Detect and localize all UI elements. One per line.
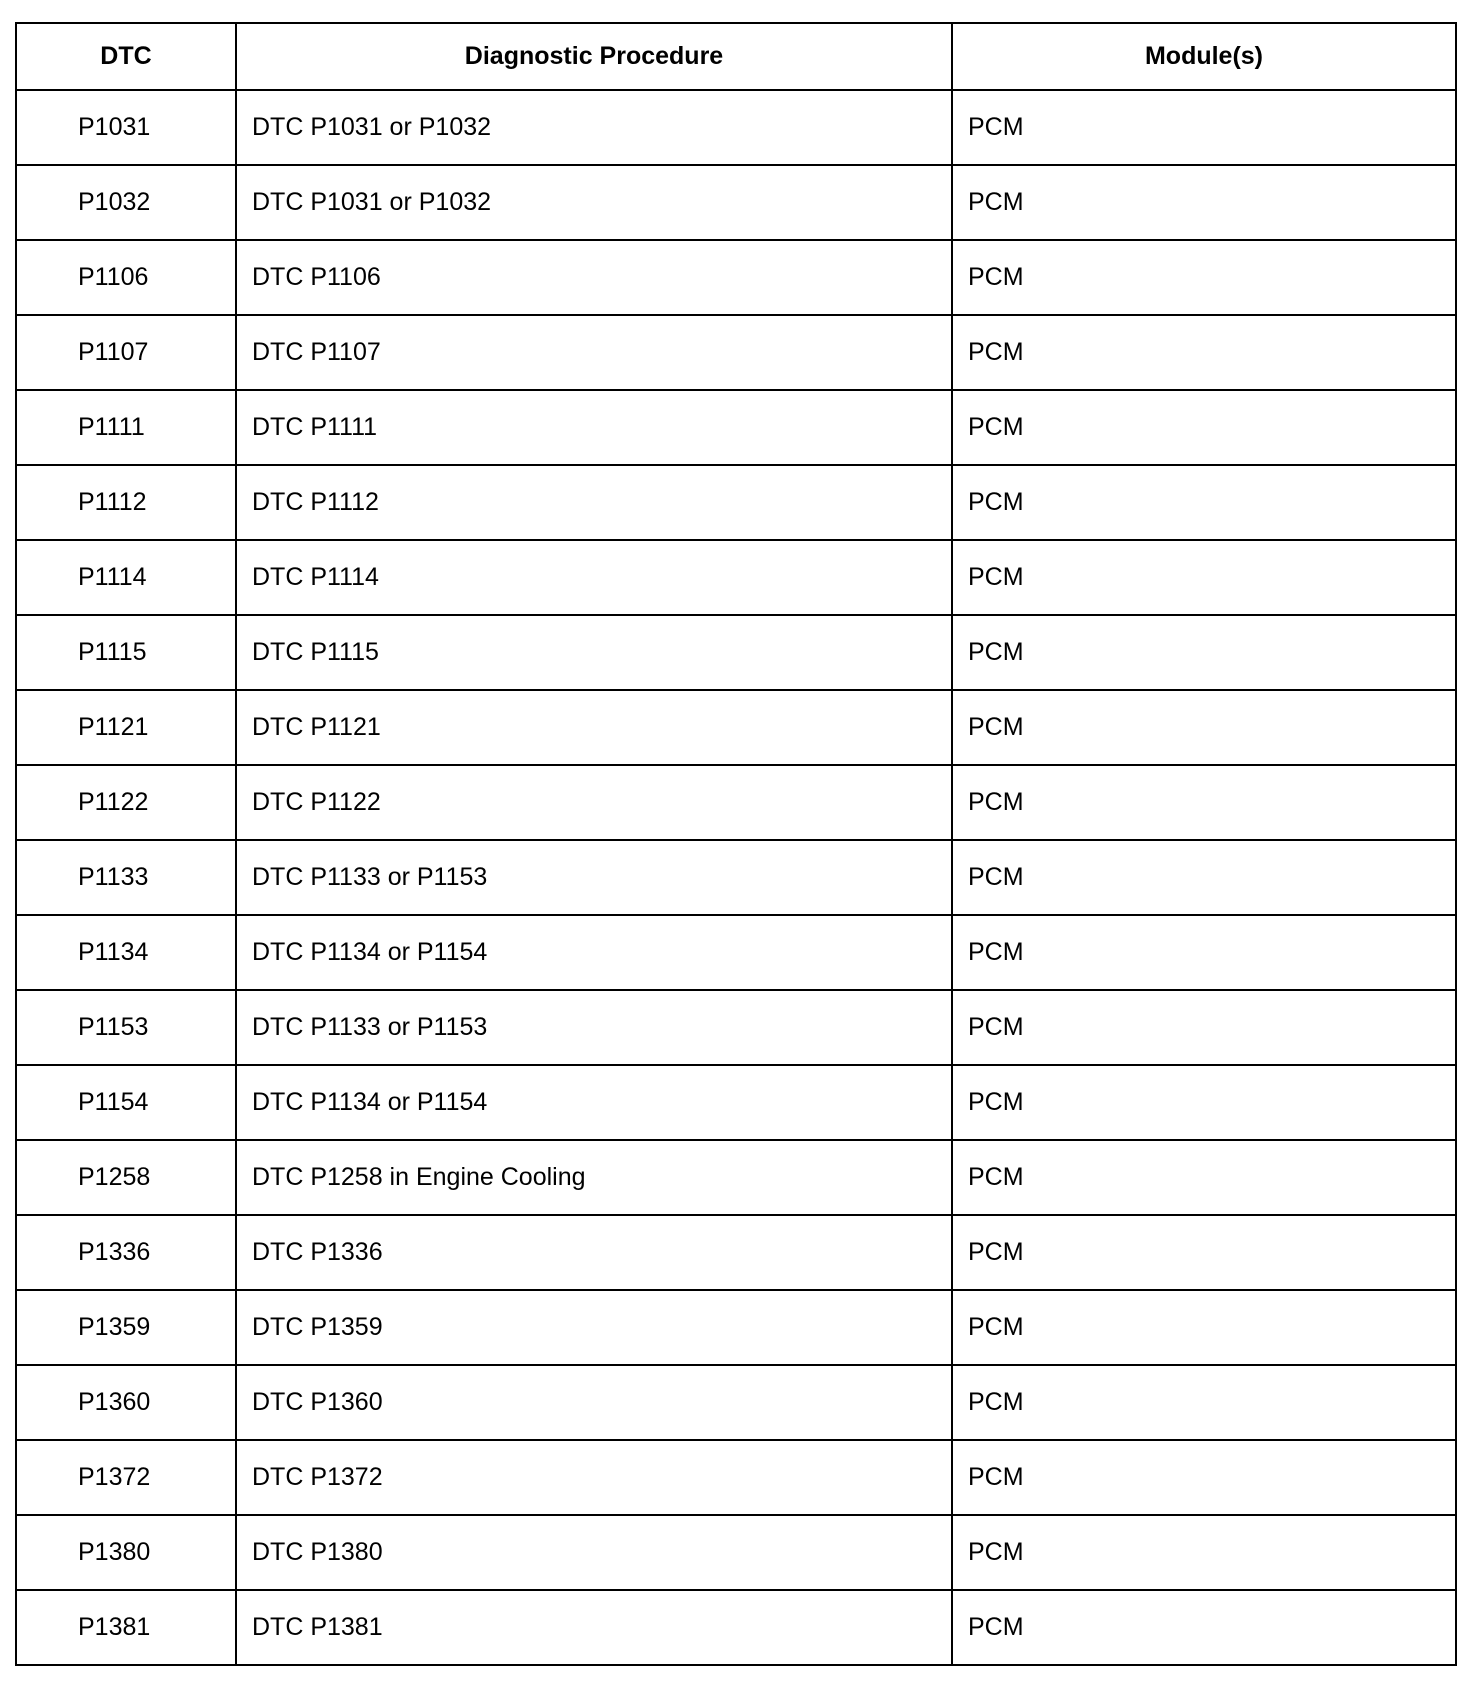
diagnostic-procedure-cell: DTC P1115: [236, 615, 952, 690]
diagnostic-procedure-cell: DTC P1134 or P1154: [236, 915, 952, 990]
diagnostic-procedure-cell: DTC P1336: [236, 1215, 952, 1290]
module-cell: PCM: [952, 90, 1456, 165]
table-row: [16, 1290, 1456, 1365]
table-row: [16, 540, 1456, 615]
module-cell: PCM: [952, 1215, 1456, 1290]
diagnostic-procedure-cell: DTC P1134 or P1154: [236, 1065, 952, 1140]
module-cell: PCM: [952, 1290, 1456, 1365]
dtc-table: [15, 22, 1457, 1666]
module-cell: PCM: [952, 615, 1456, 690]
diagnostic-procedure-cell: DTC P1381: [236, 1590, 952, 1665]
diagnostic-procedure-cell: DTC P1121: [236, 690, 952, 765]
diagnostic-procedure-cell: DTC P1031 or P1032: [236, 165, 952, 240]
module-cell: PCM: [952, 1515, 1456, 1590]
dtc-code-cell: P1381: [16, 1590, 236, 1665]
module-cell: PCM: [952, 240, 1456, 315]
dtc-code-cell: P1134: [16, 915, 236, 990]
diagnostic-procedure-cell: DTC P1372: [236, 1440, 952, 1515]
diagnostic-procedure-cell: DTC P1360: [236, 1365, 952, 1440]
dtc-code-cell: P1032: [16, 165, 236, 240]
dtc-code-cell: P1114: [16, 540, 236, 615]
diagnostic-procedure-cell: DTC P1111: [236, 390, 952, 465]
table-row: [16, 690, 1456, 765]
table-row: [16, 1515, 1456, 1590]
header-modules: Module(s): [952, 23, 1456, 90]
dtc-code-cell: P1359: [16, 1290, 236, 1365]
module-cell: PCM: [952, 915, 1456, 990]
module-cell: PCM: [952, 765, 1456, 840]
diagnostic-procedure-cell: DTC P1107: [236, 315, 952, 390]
dtc-code-cell: P1111: [16, 390, 236, 465]
table-row: [16, 165, 1456, 240]
diagnostic-procedure-cell: DTC P1133 or P1153: [236, 840, 952, 915]
module-cell: PCM: [952, 315, 1456, 390]
diagnostic-procedure-cell: DTC P1112: [236, 465, 952, 540]
dtc-code-cell: P1122: [16, 765, 236, 840]
diagnostic-procedure-cell: DTC P1031 or P1032: [236, 90, 952, 165]
diagnostic-procedure-cell: DTC P1133 or P1153: [236, 990, 952, 1065]
dtc-code-cell: P1380: [16, 1515, 236, 1590]
module-cell: PCM: [952, 840, 1456, 915]
module-cell: PCM: [952, 390, 1456, 465]
table-row: [16, 240, 1456, 315]
dtc-code-cell: P1154: [16, 1065, 236, 1140]
diagnostic-procedure-cell: DTC P1122: [236, 765, 952, 840]
diagnostic-procedure-cell: DTC P1114: [236, 540, 952, 615]
table-row: [16, 90, 1456, 165]
dtc-code-cell: P1336: [16, 1215, 236, 1290]
table-row: [16, 390, 1456, 465]
table-header: [16, 23, 1456, 90]
table-row: [16, 1440, 1456, 1515]
dtc-code-cell: P1258: [16, 1140, 236, 1215]
header-dtc: DTC: [16, 23, 236, 90]
table-row: [16, 1365, 1456, 1440]
module-cell: PCM: [952, 165, 1456, 240]
diagnostic-procedure-cell: DTC P1258 in Engine Cooling: [236, 1140, 952, 1215]
dtc-code-cell: P1115: [16, 615, 236, 690]
dtc-code-cell: P1031: [16, 90, 236, 165]
header-row: [16, 23, 1456, 90]
table-row: [16, 465, 1456, 540]
module-cell: PCM: [952, 1140, 1456, 1215]
table-body: [16, 90, 1456, 1665]
module-cell: PCM: [952, 690, 1456, 765]
dtc-code-cell: P1107: [16, 315, 236, 390]
dtc-code-cell: P1121: [16, 690, 236, 765]
dtc-code-cell: P1372: [16, 1440, 236, 1515]
diagnostic-procedure-cell: DTC P1380: [236, 1515, 952, 1590]
module-cell: PCM: [952, 1365, 1456, 1440]
diagnostic-procedure-cell: DTC P1106: [236, 240, 952, 315]
table-row: [16, 315, 1456, 390]
table-row: [16, 915, 1456, 990]
dtc-code-cell: P1112: [16, 465, 236, 540]
module-cell: PCM: [952, 465, 1456, 540]
module-cell: PCM: [952, 990, 1456, 1065]
diagnostic-procedure-cell: DTC P1359: [236, 1290, 952, 1365]
dtc-code-cell: P1360: [16, 1365, 236, 1440]
module-cell: PCM: [952, 1590, 1456, 1665]
table-row: [16, 615, 1456, 690]
table-row: [16, 1140, 1456, 1215]
module-cell: PCM: [952, 540, 1456, 615]
module-cell: PCM: [952, 1065, 1456, 1140]
table-row: [16, 1215, 1456, 1290]
table-row: [16, 990, 1456, 1065]
dtc-code-cell: P1153: [16, 990, 236, 1065]
table-row: [16, 1590, 1456, 1665]
dtc-code-cell: P1106: [16, 240, 236, 315]
table-row: [16, 765, 1456, 840]
header-diagnostic-procedure: Diagnostic Procedure: [236, 23, 952, 90]
module-cell: PCM: [952, 1440, 1456, 1515]
dtc-code-cell: P1133: [16, 840, 236, 915]
table-row: [16, 840, 1456, 915]
table-row: [16, 1065, 1456, 1140]
